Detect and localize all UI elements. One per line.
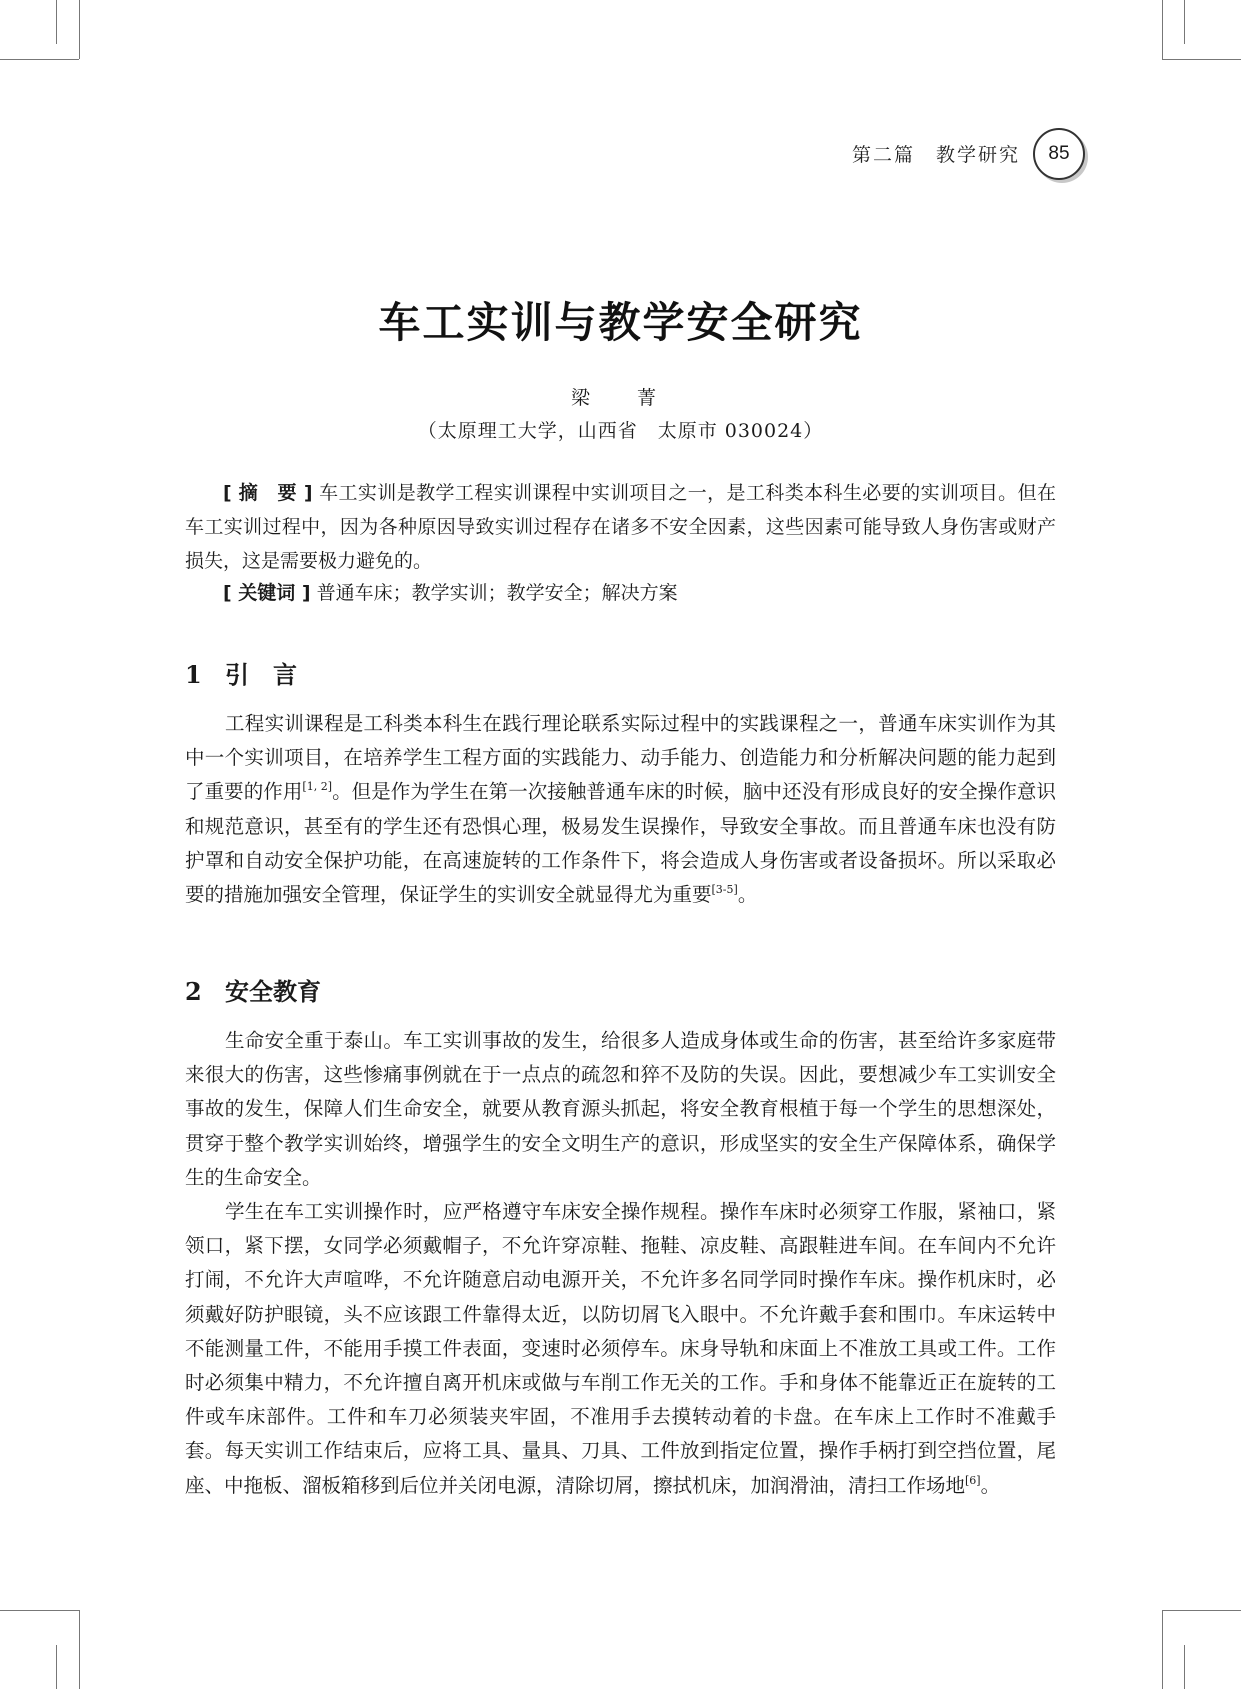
article-title: 车工实训与教学安全研究 [378, 298, 863, 347]
body-paragraph [185, 707, 1056, 912]
citation: [1, 2] [302, 780, 333, 794]
page-number-label: 85 [1048, 143, 1070, 164]
paragraph-text: 学生在车工实训操作时，应严格遵守车床安全操作规程。操作车床时必须穿工作服，紧袖口，紧领口，紧下摆，女同学必须戴帽子，不允许穿凉鞋、拖鞋、凉皮鞋、高跟鞋进车间。在车间内不允许打闹，不允许大声喧哗，不允许随意启动电源开关，不允许多名同学同时操作车床。操作机床时，必须戴好防护眼镜，头不应该跟工件靠得太近，以防切屑飞入眼中。不允许戴手套和围巾。车床运转中不能测量工件，不能用手摸工件表面，变速时必须停车。床身导轨和床面上不准放工具或工件。工作时必须集中精力，不允许擅自离开机床或做与车削工作无关的工作。手和身体不能靠近正在旋转的工件或车床部件。工件和车刀必须装夹牢固，不准用手去摸转动着的卡盘。在车床上工作时不准戴手套。每天实训工作结束后，应将工具、量具、刀具、工件放到指定位置，操作手柄打到空挡位置，尾座、中拖板、溜板箱移到后位并关闭电源，清除切屑，擦拭机床，加润滑油，清扫工作场地 [185, 1200, 1056, 1497]
keywords-label: [ 关键词 ] [223, 582, 311, 604]
citation: [6] [965, 1473, 981, 1487]
paragraph-text: 。但是作为学生在第一次接触普通车床的时候，脑中还没有形成良好的安全操作意识和规范意识，甚至有的学生还有恐惧心理，极易发生误操作，导致安全事故。而且普通车床也没有防护罩和自动安全保护功能，在高速旋转的工作条件下，将会造成人身伤害或者设备损坏。所以采取必要的措施加强安全管理，保证学生的实训安全就显得尤为重要 [185, 780, 1056, 907]
crop-mark [79, 0, 80, 59]
abstract [185, 476, 1056, 578]
abstract-text: 车工实训是教学工程实训课程中实训项目之一，是工科类本科生必要的实训项目。但在车工实训过程中，因为各种原因导致实训过程存在诸多不安全因素，这些因素可能导致人身伤害或财产损失，这是需要极力避免的。 [185, 482, 1056, 572]
citation: [3-5] [711, 883, 738, 897]
abstract-label: [ 摘 要 ] [223, 482, 313, 504]
section-number: 1 [185, 660, 202, 689]
abstract-paragraph [185, 476, 1056, 578]
page-number [1033, 128, 1085, 180]
paragraph-text: 工程实训课程是工科类本科生在践行理论联系实际过程中的实践课程之一，普通车床实训作为其中一个实训项目，在培养学生工程方面的实践能力、动手能力、创造能力和分析解决问题的能力起到了重要的作用 [185, 712, 1056, 804]
section-number: 2 [185, 977, 202, 1006]
section-heading [185, 655, 297, 690]
crop-mark [1162, 59, 1241, 60]
author-affiliation: （太原理工大学，山西省 太原市 030024） [417, 420, 824, 442]
paragraph-text: 。 [737, 883, 758, 907]
author-name: 梁 菁 [570, 387, 670, 409]
section-body [185, 1024, 1056, 1503]
crop-mark [1184, 1645, 1185, 1689]
body-paragraph [185, 1195, 1056, 1503]
crop-mark [56, 1645, 57, 1689]
section-body [185, 707, 1056, 912]
section-title: 安全教育 [225, 978, 321, 1006]
crop-mark [1162, 1610, 1241, 1611]
crop-mark [1184, 0, 1185, 44]
crop-mark [1162, 1610, 1163, 1689]
crop-mark [79, 1610, 80, 1689]
body-paragraph: 生命安全重于泰山。车工实训事故的发生，给很多人造成身体或生命的伤害，甚至给许多家庭带来很大的伤害，这些惨痛事例就在于一点点的疏忽和猝不及防的失误。因此，要想减少车工实训安全事故的发生，保障人们生命安全，就要从教育源头抓起，将安全教育根植于每一个学生的思想深处，贯穿于整个教学实训始终，增强学生的安全文明生产的意识，形成坚实的安全生产保障体系，确保学生的生命安全。 [185, 1029, 1056, 1189]
keywords [223, 578, 678, 605]
running-header: 第二篇 教学研究 [852, 144, 1021, 166]
section-title: 引 言 [225, 661, 297, 689]
keywords-text: 普通车床；教学实训；教学安全；解决方案 [316, 582, 678, 604]
crop-mark [0, 59, 79, 60]
section-heading [185, 972, 321, 1007]
crop-mark [0, 1610, 79, 1611]
crop-mark [1162, 0, 1163, 59]
crop-mark [56, 0, 57, 44]
paragraph-text: 。 [980, 1473, 1001, 1497]
